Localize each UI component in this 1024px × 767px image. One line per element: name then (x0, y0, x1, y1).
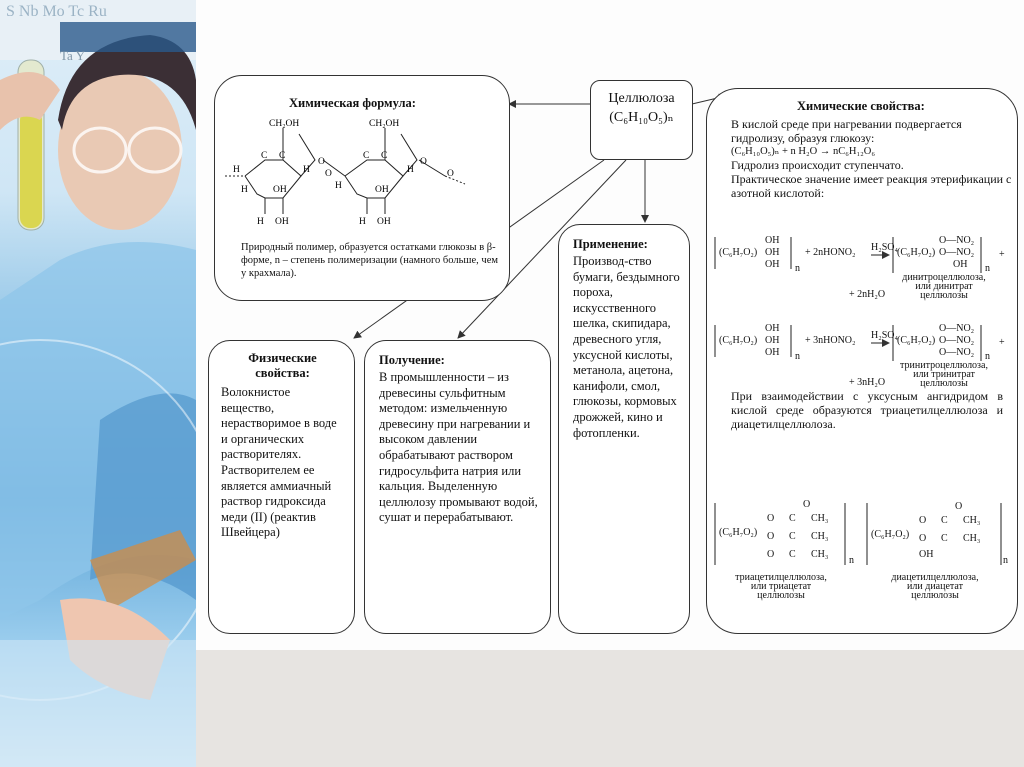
di-n: n (1003, 555, 1008, 566)
tri-o2: O (767, 531, 775, 542)
atom-h-2: H (303, 165, 310, 175)
chemical-title: Химические свойства: (797, 99, 925, 113)
hydrolysis-text: В кислой среде при нагревании подвергается гидролизу, образуя глюкозу: (731, 117, 962, 145)
nitr1-product-name: динитроцеллюлоза, или динитрат целлюлозы (902, 272, 986, 301)
bridge-o-2: O (447, 169, 454, 179)
chemical-box (706, 88, 1018, 634)
tri-c1: C (789, 513, 796, 524)
nitr1-ono2-a: O—NO₂ (939, 235, 975, 246)
formula-description: Природный полимер, образуется остатками глюкозы в β-форме, n – степень полимеризации (намного больше, чем у крахмала). (241, 242, 498, 279)
di-o1: O (919, 515, 927, 526)
atom-oh-2: OH (375, 185, 389, 195)
nitr1-oh-product: OH (953, 259, 968, 270)
di-c2: C (941, 533, 948, 544)
tri-dbl-o: O (803, 499, 811, 510)
atom-oh-1: OH (273, 185, 287, 195)
nitr2-oh-c: OH (765, 347, 780, 358)
footer-band (196, 650, 1024, 767)
di-ch3-2: CH₃ (963, 533, 981, 544)
di-name: диацетилцеллюлоза, или диацетат целлюлозы (891, 572, 979, 601)
tri-c2: C (789, 531, 796, 542)
nitr2-ono2-c: O—NO₂ (939, 347, 975, 358)
production-box (364, 340, 551, 634)
nitr2-catalyst: H₂SO₄ (871, 330, 898, 341)
nitr1-catalyst: H₂SO₄ (871, 242, 898, 253)
application-box (558, 224, 690, 634)
ch2oh-2: CH₂OH (369, 119, 400, 129)
formula-box (214, 75, 510, 301)
diacetate-structure (865, 499, 1011, 609)
di-oh: OH (919, 549, 934, 560)
atom-h-5: H (241, 185, 248, 195)
production-text: В промышленности – из древесины сульфитным методом: измельченную древесину при нагревании и высоком давлении обрабатывают раствором гидросульфита натрия или кальция. Выделенную целлюлозу промывают водой, сушат и перерабатывают. (379, 370, 538, 525)
production-title: Получение: (379, 353, 445, 367)
tri-unit: (C₆H₇O₂) (719, 527, 758, 538)
nitr2-oh-a: OH (765, 323, 780, 334)
di-unit: (C₆H₇O₂) (871, 529, 910, 540)
nitr1-oh-b: OH (765, 247, 780, 258)
application-title: Применение: (573, 237, 648, 251)
nitr2-unit: (C₆H₇O₂) (719, 335, 758, 346)
stepwise-text: Гидролиз происходит ступенчато. (731, 158, 904, 172)
ring-o-1: O (318, 157, 325, 167)
physical-text: Волокнистое вещество, нерастворимое в воде и органических растворителях. Растворителем ее является аммиачный раствор гидроксида меди (II) (реактив Швейцера) (221, 385, 337, 540)
formula-title: Химическая формула: (289, 96, 416, 110)
periodic-symbols: S Nb Mo Tc Ru (6, 3, 107, 20)
atom-h-6: H (257, 217, 264, 227)
nitr2-n-product: n (985, 351, 990, 362)
tri-ch3-2: CH₃ (811, 531, 829, 542)
nitr1-plus: + (999, 249, 1005, 260)
cellulose-formula: (C₆H₁₀O₅)ₙ (609, 110, 674, 125)
atom-c-3: C (363, 151, 370, 161)
nitr1-unit: (C₆H₇O₂) (719, 247, 758, 258)
nitr1-reagent: + 2nHONO₂ (805, 247, 856, 258)
physical-title: Физические свойства: (248, 351, 317, 380)
nitr2-product-name: тринитроцеллюлоза, или тринитрат целлюлозы (900, 360, 988, 389)
nitr1-unit-product: (C₆H₇O₂) (897, 247, 936, 258)
atom-h-3: H (335, 181, 342, 191)
atom-c-4: C (381, 151, 388, 161)
nitr1-water: + 2nH₂O (849, 289, 886, 300)
nitr2-unit-product: (C₆H₇O₂) (897, 335, 936, 346)
cellulose-structure (217, 110, 507, 240)
physical-box (208, 340, 355, 634)
nitr1-n: n (795, 263, 800, 274)
atom-oh-4: OH (377, 217, 391, 227)
acetylation-text: При взаимодействии с уксусным ангидридом в кислой среде образуются триацетилцеллюлоза и диацетилцеллюлоза. (731, 389, 1003, 431)
nitr1-oh-c: OH (765, 259, 780, 270)
scientist-illustration (0, 0, 196, 767)
nitration-reaction-1 (713, 233, 1013, 305)
nitr2-ono2-a: O—NO₂ (939, 323, 975, 334)
background-photo (0, 0, 196, 767)
nitr1-oh-a: OH (765, 235, 780, 246)
atom-oh-3: OH (275, 217, 289, 227)
tri-name: триацетилцеллюлоза, или триацетат целлюлозы (735, 572, 827, 601)
cellulose-node (590, 80, 693, 160)
tri-o1: O (767, 513, 775, 524)
di-ch3-1: CH₃ (963, 515, 981, 526)
atom-c-1: C (261, 151, 268, 161)
ch2oh-1: CH₂OH (269, 119, 300, 129)
di-c1: C (941, 515, 948, 526)
atom-c-2: C (279, 151, 286, 161)
tri-ch3-1: CH₃ (811, 513, 829, 524)
bridge-o-1: O (325, 169, 332, 179)
cellulose-name: Целлюлоза (608, 91, 675, 106)
atom-h-4: H (407, 165, 414, 175)
nitr2-plus: + (999, 337, 1005, 348)
ring-o-2: O (420, 157, 427, 167)
nitration-reaction-2 (713, 321, 1013, 393)
nitr1-n-product: n (985, 263, 990, 274)
slide (196, 0, 1024, 650)
nitr2-water: + 3nH₂O (849, 377, 886, 388)
triacetate-structure (713, 499, 853, 609)
di-o2: O (919, 533, 927, 544)
application-text: Производ-ство бумаги, бездымного пороха, искусственного шелка, скипидара, древесного угля, уксусной кислоты, метанола, ацетона, канифоли, смол, глюкозы, кормовых дрожжей, кино и фотопленки. (573, 254, 680, 440)
nitr2-ono2-b: O—NO₂ (939, 335, 975, 346)
di-dbl-o: O (955, 501, 963, 512)
nitr2-oh-b: OH (765, 335, 780, 346)
esterification-text: Практическое значение имеет реакция этерификации с азотной кислотой: (731, 172, 1012, 200)
hydrolysis-equation: (C₆H₁₀O₅)ₙ + n H₂O → nC₆H₁₂O₆ (731, 146, 876, 157)
atom-h-7: H (359, 217, 366, 227)
nitr2-n: n (795, 351, 800, 362)
tri-ch3-3: CH₃ (811, 549, 829, 560)
tri-c3: C (789, 549, 796, 560)
atom-h-1: H (233, 165, 240, 175)
tri-n: n (849, 555, 854, 566)
tri-o3: O (767, 549, 775, 560)
nitr1-ono2-b: O—NO₂ (939, 247, 975, 258)
tube-symbols: Ta Y (60, 48, 85, 63)
nitr2-reagent: + 3nHONO₂ (805, 335, 856, 346)
